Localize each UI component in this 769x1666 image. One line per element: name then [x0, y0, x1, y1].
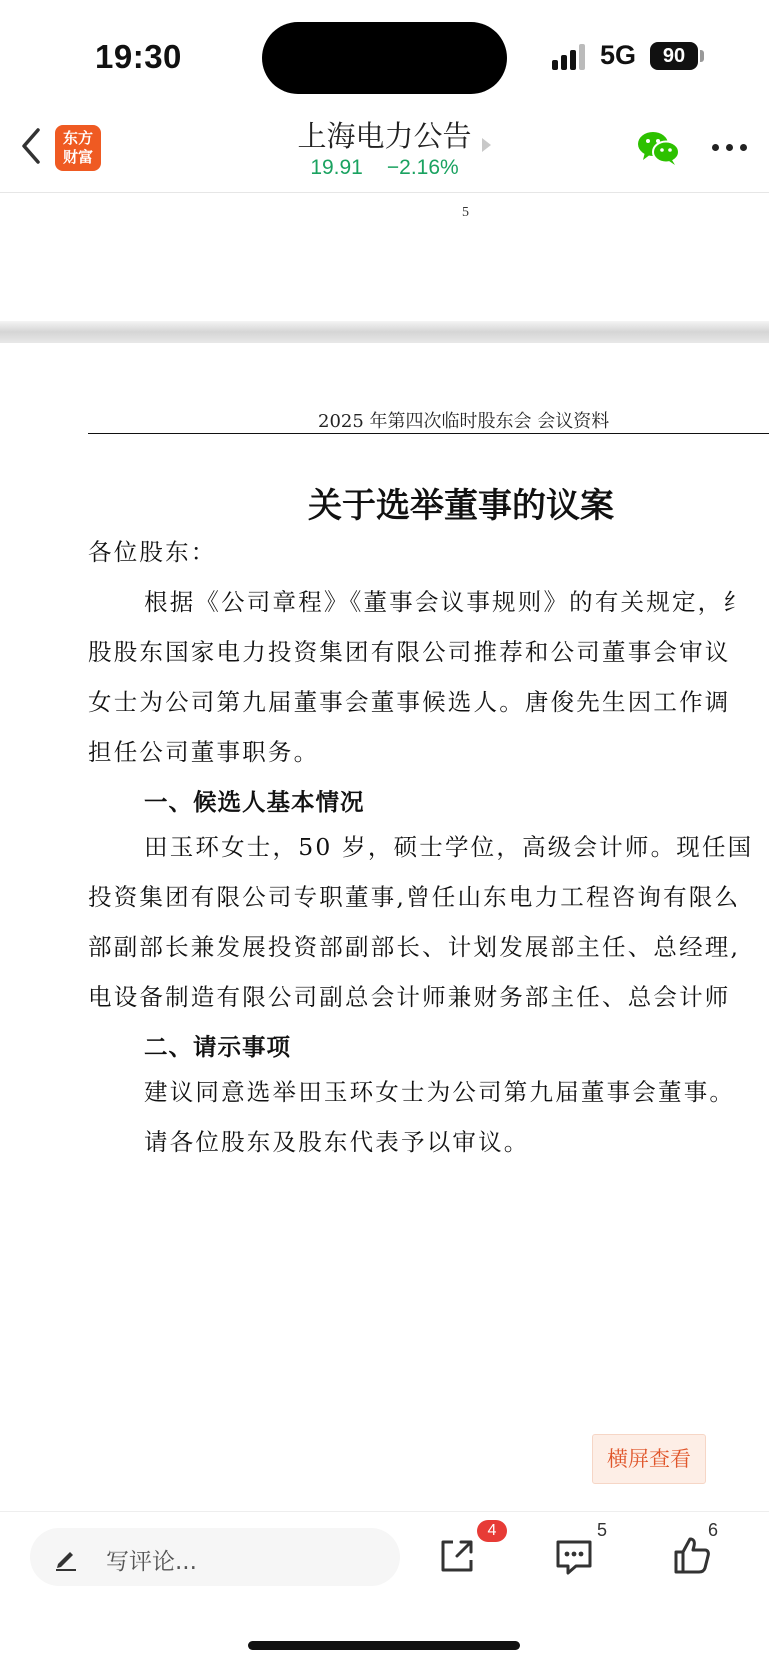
document-viewer[interactable] [0, 193, 769, 1513]
signal-icon [552, 44, 590, 70]
stock-price: 19.91 [310, 156, 363, 179]
page-number: 5 [462, 205, 469, 220]
comment-count: 5 [597, 1520, 608, 1540]
paragraph-line: 电设备制造有限公司副总会计师兼财务部主任、总会计师 [88, 983, 731, 1011]
paragraph-line: 请各位股东及股东代表予以审议。 [144, 1128, 530, 1156]
network-label: 5G [600, 40, 637, 70]
pencil-icon [52, 1544, 80, 1572]
document-title: 关于选举董事的议案 [308, 486, 614, 526]
status-time: 19:30 [95, 38, 182, 75]
paragraph-line: 部副部长兼发展投资部副部长、计划发展部主任、总经理, [88, 933, 741, 961]
title-arrow-icon[interactable] [482, 138, 491, 152]
comment-placeholder: 写评论... [106, 1549, 197, 1575]
share-icon[interactable] [435, 1534, 479, 1578]
section-heading: 二、请示事项 [144, 1033, 291, 1061]
battery-icon: 90 [650, 42, 698, 70]
home-indicator[interactable] [248, 1641, 520, 1650]
share-badge: 4 [477, 1520, 507, 1542]
page-divider [0, 321, 769, 343]
page-title[interactable]: 上海电力公告 [297, 119, 472, 153]
paragraph-line: 担任公司董事职务。 [88, 738, 320, 766]
paragraph-line: 根据《公司章程》《董事会议事规则》的有关规定，纟 [144, 588, 750, 616]
stock-change: −2.16% [386, 156, 459, 179]
section-heading: 一、候选人基本情况 [144, 788, 365, 816]
salutation: 各位股东： [88, 538, 217, 566]
paragraph-line: 田玉环女士，50 岁，硕士学位，高级会计师。现任国 [144, 833, 754, 861]
paragraph-line: 股股东国家电力投资集团有限公司推荐和公司董事会审议 [88, 638, 731, 666]
app-logo-text: 东方 财富 [62, 129, 93, 166]
document-header: 2025 年第四次临时股东会 会议资料 [318, 411, 610, 432]
like-count: 6 [708, 1520, 719, 1540]
wechat-icon[interactable] [637, 130, 681, 166]
comment-icon[interactable] [552, 1534, 596, 1578]
more-icon[interactable] [712, 144, 748, 152]
comment-input[interactable] [30, 1528, 400, 1586]
paragraph-line: 投资集团有限公司专职董事,曾任山东电力工程咨询有限么 [88, 883, 741, 911]
header-rule [88, 433, 769, 434]
paragraph-line: 建议同意选举田玉环女士为公司第九届董事会董事。 [144, 1078, 736, 1106]
landscape-view-button[interactable]: 横屏查看 [592, 1434, 706, 1484]
dynamic-island [262, 22, 507, 94]
nav-bar [0, 110, 769, 193]
paragraph-line: 女士为公司第九届董事会董事候选人。唐俊先生因工作调 [88, 688, 731, 716]
battery-tip [700, 50, 704, 62]
status-bar [0, 0, 769, 110]
